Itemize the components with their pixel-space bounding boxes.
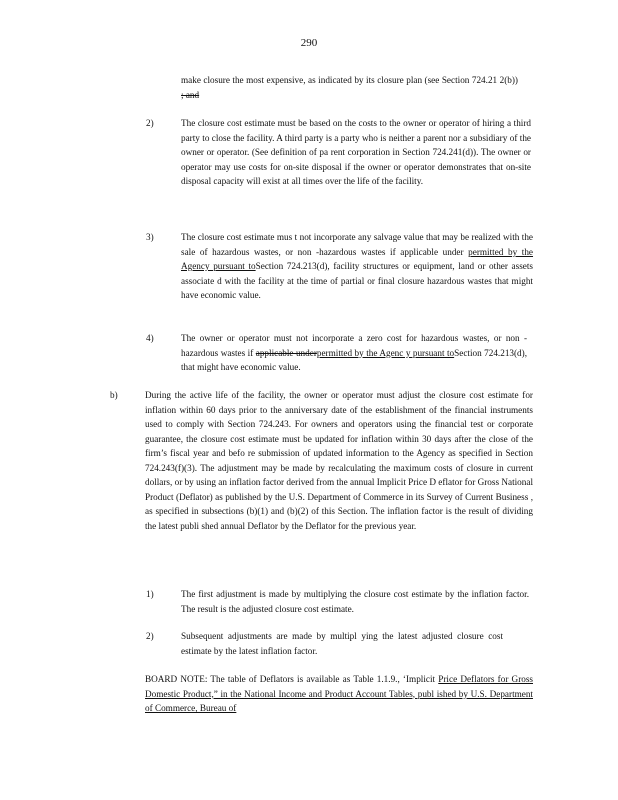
item-4-text-b: Section 724.213(d), that might have economic value. <box>181 347 528 372</box>
continued-paragraph <box>181 73 518 102</box>
item-2-label: 2) <box>146 118 154 128</box>
item-3-underlined: permitted by the Agency pursuant to <box>181 246 534 271</box>
item-3-text-a: The closure cost estimate mus t not incorporate any salvage value that may be realized with the sale of hazardous wastes, or non -hazardous wastes if applicable under <box>181 232 533 257</box>
item-b1-text: The first adjustment is made by multiplying the closure cost estimate by the inflation factor. The result is the adjusted closure cost estimate. <box>181 589 529 614</box>
item-b-text: During the active life of the facility, the owner or operator must adjust the closure cost estimate for inflation within 60 days prior to the anniversary date of the establishment of the financial instruments used to comply with Section 724.243. For owners and operators using the financial test or corporate guarantee, the closure cost estimate must be updated for inflation within 30 days after the close of the firm’s fiscal year and befo re submission of updated information to the Agency as specified in Section 724.243(f)(3). The adjustment may be made by recalculating the maximum costs of closure in current dollars, or by using an inflation factor derived from the annual Implicit Price D eflator for Gross National Product (Deflator) as published by the U.S. Department of Commerce in its Survey of Current Business , as specified in subsections (b)(1) and (b)(2) of this Section. The inflation factor is the result of dividing the latest publi shed annual Deflator by the Deflator for the previous year. <box>145 390 533 531</box>
item-b2-text: Subsequent adjustments are made by multipl ying the latest adjusted closure cost estimate by the latest inflation factor. <box>181 631 503 656</box>
item-b1-label: 1) <box>146 589 154 599</box>
item-b-label: b) <box>110 390 118 400</box>
item-3-text-b: Section 724.213(d), facility structures or equipment, land or other assets associate d with the facility at the time of partial or final closure hazardous wastes that might have economic value. <box>181 261 533 300</box>
item-4-text-a: The owner or operator must not incorporate a zero cost for hazardous wastes, or non -hazardous wastes if <box>181 333 527 358</box>
item-4-paragraph <box>181 331 527 375</box>
struck-text: ; and <box>181 89 200 100</box>
board-note <box>145 672 533 716</box>
item-4-label: 4) <box>146 333 154 343</box>
item-4-underlined: permitted by the Agenc y pursuant to <box>316 347 455 358</box>
item-2-text: The closure cost estimate must be based on the costs to the owner or operator of hiring a third party to close the facility. A third party is a party who is neither a parent nor a subsidiary of the owner or operator. (See definition of pa rent corporation in Section 724.241(d)). The owner or operator may use costs for on-site disposal if the owner or operator demonstrates that on-site disposal capacity will exist at all times over the life of the facility. <box>181 118 531 186</box>
item-3-paragraph <box>181 230 533 303</box>
item-3-label: 3) <box>146 232 154 242</box>
item-4-struck: applicable under <box>255 347 317 358</box>
page-number: 290 <box>300 37 318 49</box>
item-b2-label: 2) <box>146 631 154 641</box>
board-note-text: BOARD NOTE: The table of Deflators is available as Table 1.1.9., ‘Implicit <box>145 674 436 684</box>
continued-text: make closure the most expensive, as indicated by its closure plan (see Section 724.21 2(b)) <box>181 75 518 85</box>
board-note-underlined: Price Deflators for Gross Domestic Product,” in the National Income and Product Account Tables, publ ished by U.S. Department of Commerce, Bureau of <box>145 674 533 713</box>
